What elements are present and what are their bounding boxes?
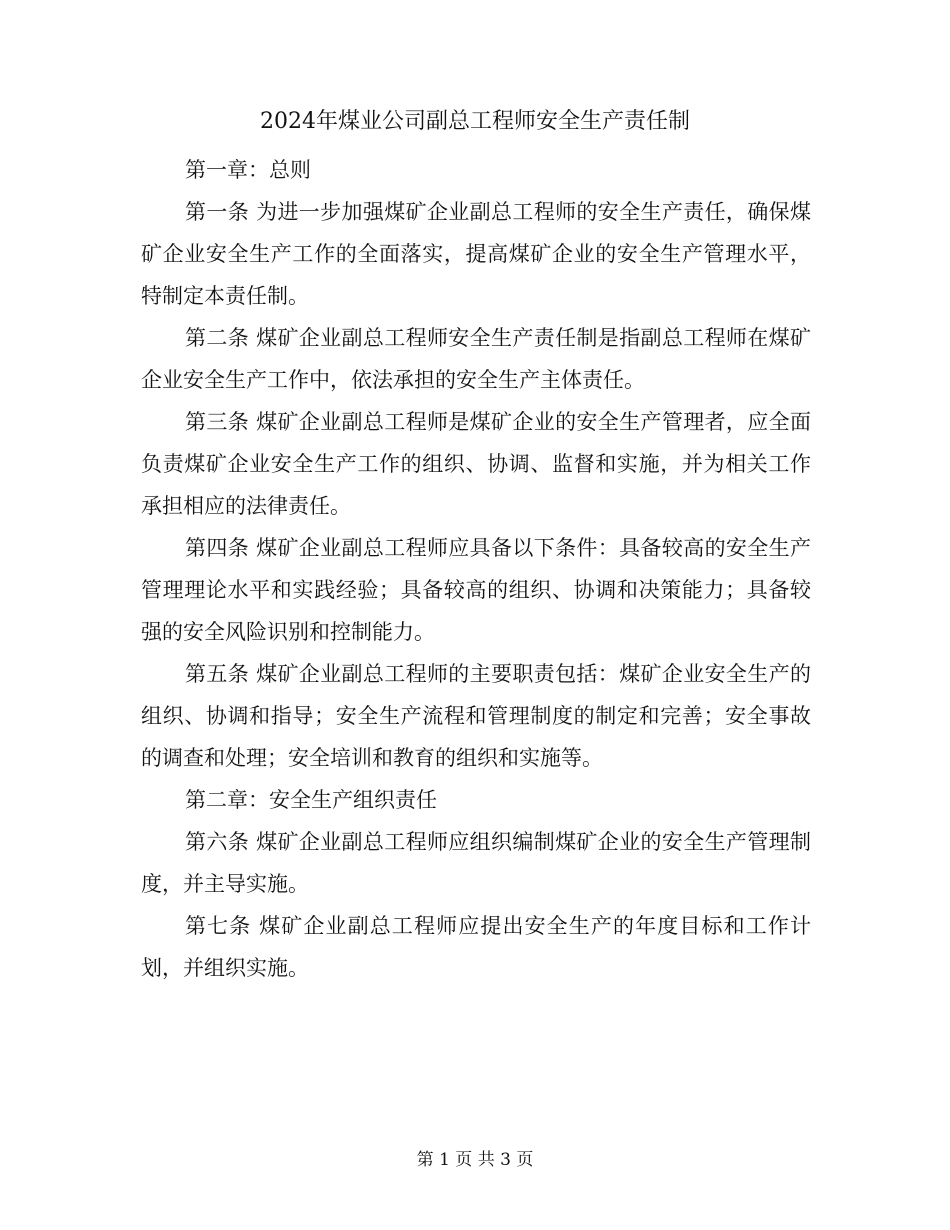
document-title: 2024年煤业公司副总工程师安全生产责任制 <box>260 109 690 134</box>
chapter-heading: 第一章：总则 <box>185 158 311 182</box>
article-paragraph: 第五条 煤矿企业副总工程师的主要职责包括：煤矿企业安全生产的组织、协调和指导；安全生产流程和管理制度的制定和完善；安全事故的调查和处理；安全培训和教育的组织和实施等。 <box>141 662 811 770</box>
document-body <box>141 149 811 989</box>
article-paragraph: 第六条 煤矿企业副总工程师应组织编制煤矿企业的安全生产管理制度，并主导实施。 <box>141 830 811 896</box>
article-paragraph: 第七条 煤矿企业副总工程师应提出安全生产的年度目标和工作计划，并组织实施。 <box>141 914 811 980</box>
chapter-heading: 第二章：安全生产组织责任 <box>185 788 437 812</box>
article-paragraph: 第四条 煤矿企业副总工程师应具备以下条件：具备较高的安全生产管理理论水平和实践经验；具备较高的组织、协调和决策能力；具备较强的安全风险识别和控制能力。 <box>141 536 811 644</box>
article-paragraph: 第二条 煤矿企业副总工程师安全生产责任制是指副总工程师在煤矿企业安全生产工作中，依法承担的安全生产主体责任。 <box>141 326 811 392</box>
article-paragraph: 第一条 为进一步加强煤矿企业副总工程师的安全生产责任，确保煤矿企业安全生产工作的全面落实，提高煤矿企业的安全生产管理水平，特制定本责任制。 <box>141 200 811 308</box>
article-paragraph: 第三条 煤矿企业副总工程师是煤矿企业的安全生产管理者，应全面负责煤矿企业安全生产工作的组织、协调、监督和实施，并为相关工作承担相应的法律责任。 <box>141 410 811 518</box>
page-number-footer: 第 1 页 共 3 页 <box>416 1150 534 1170</box>
